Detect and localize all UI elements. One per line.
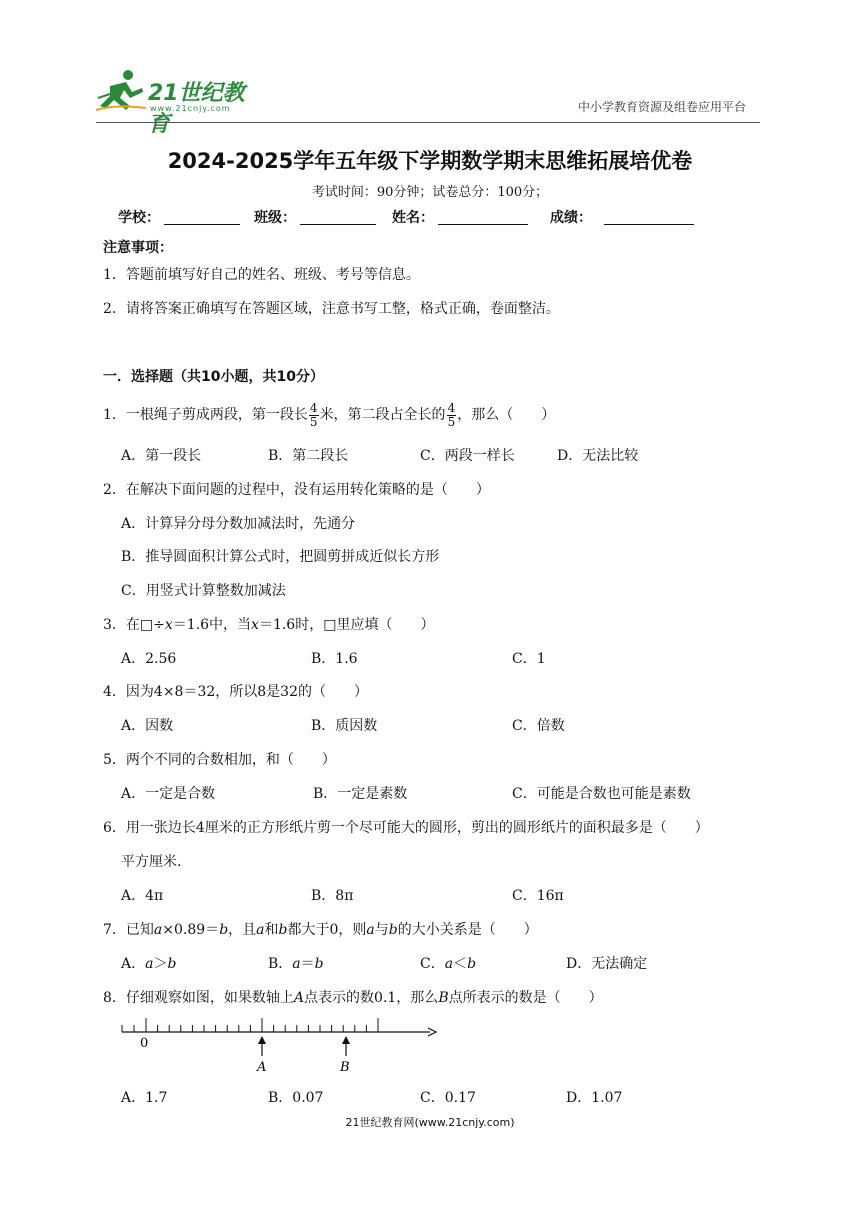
- q7-text: 与: [374, 922, 389, 938]
- logo-text: 21世纪教育: [148, 81, 245, 137]
- page-title: 2024-2025学年五年级下学期数学期末思维拓展培优卷: [167, 149, 693, 173]
- var-b: b: [219, 922, 229, 938]
- q7-text: 7．已知: [103, 922, 154, 938]
- var-b: b: [167, 956, 177, 972]
- option[interactable]: A．一定是合数: [121, 786, 216, 802]
- school-field[interactable]: [164, 224, 240, 225]
- option[interactable]: A．因数: [121, 718, 174, 734]
- class-label: 班级：: [254, 210, 296, 226]
- school-label: 学校：: [118, 210, 160, 226]
- page-footer: 21世纪教育网(www.21cnjy.com): [345, 1116, 515, 1129]
- frac-den: 5: [309, 414, 318, 429]
- var-a: a: [145, 956, 154, 972]
- name-label: 姓名：: [392, 210, 434, 226]
- option[interactable]: A．1.7: [121, 1090, 168, 1106]
- header-divider: [96, 122, 760, 123]
- var-a: a: [292, 956, 301, 972]
- relation: ＝: [300, 956, 315, 972]
- option[interactable]: [268, 953, 324, 973]
- logo: [96, 68, 266, 137]
- point-a-label: A: [293, 990, 305, 1006]
- question-2: 2．在解决下面问题的过程中，没有运用转化策略的是（ ）: [103, 482, 490, 498]
- fraction: [309, 402, 319, 429]
- var-a: a: [444, 956, 454, 972]
- question-6-cont: 平方厘米.: [121, 854, 182, 870]
- name-field[interactable]: [438, 224, 528, 225]
- option[interactable]: [420, 953, 476, 973]
- option[interactable]: B．一定是素数: [313, 786, 408, 802]
- option[interactable]: C．可能是合数也可能是素数: [512, 786, 691, 802]
- point-b-label: B: [438, 990, 449, 1006]
- option[interactable]: A．计算异分母分数加减法时，先通分: [121, 516, 356, 532]
- note-item: 1．答题前填写好自己的姓名、班级、考号等信息。: [103, 267, 420, 283]
- runner-icon: [96, 68, 148, 114]
- option[interactable]: D．1.07: [566, 1090, 623, 1106]
- q7-text: 和: [264, 922, 279, 938]
- q7-text: ×0.89＝: [162, 922, 220, 938]
- option[interactable]: A．4π: [121, 888, 164, 904]
- q1-text: ，那么（ ）: [457, 407, 556, 423]
- question-6: 6．用一张边长4厘米的正方形纸片剪一个尽可能大的圆形，剪出的圆形纸片的面积最多是（ ）: [103, 820, 709, 836]
- var-b: b: [278, 922, 288, 938]
- question-5: 5．两个不同的合数相加，和（ ）: [103, 752, 336, 768]
- var-b: b: [314, 956, 324, 972]
- question-7: [103, 919, 538, 939]
- var-b: b: [467, 956, 477, 972]
- option[interactable]: B．1.6: [311, 651, 358, 667]
- point-a-label: A: [257, 1060, 267, 1075]
- section-heading: 一．选择题（共10小题，共10分）: [103, 369, 324, 385]
- notes-heading: 注意事项：: [103, 240, 173, 256]
- q1-text: 1．一根绳子剪成两段，第一段长: [103, 407, 308, 423]
- opt-prefix: C．: [420, 956, 445, 972]
- q1-text: 米，第二段占全长的: [319, 407, 446, 423]
- q7-text: 的大小关系是（ ）: [397, 922, 538, 938]
- opt-prefix: A．: [121, 956, 146, 972]
- student-info-row: [118, 207, 758, 231]
- exam-info: 考试时间：90分钟；试卷总分：100分；: [311, 185, 549, 200]
- point-b-label: B: [340, 1060, 350, 1075]
- var-x: x: [251, 617, 259, 633]
- option[interactable]: C．两段一样长: [420, 448, 515, 464]
- option[interactable]: C．0.17: [420, 1090, 476, 1106]
- question-4: 4．因为4×8＝32，所以8是32的（ ）: [103, 684, 368, 700]
- var-b: b: [388, 922, 398, 938]
- score-field[interactable]: [604, 224, 694, 225]
- q7-text: 都大于0，则: [287, 922, 367, 938]
- fraction: [447, 402, 457, 429]
- option[interactable]: C．16π: [512, 888, 564, 904]
- option[interactable]: A．2.56: [121, 651, 177, 667]
- option[interactable]: B．质因数: [311, 718, 378, 734]
- var-a: a: [256, 922, 265, 938]
- option[interactable]: C．用竖式计算整数加减法: [121, 583, 286, 599]
- arrow-b-icon: [342, 1036, 350, 1056]
- arrow-a-icon: [258, 1036, 266, 1056]
- option[interactable]: B．8π: [311, 888, 354, 904]
- score-label: 成绩：: [550, 210, 592, 226]
- option[interactable]: C．倍数: [512, 718, 565, 734]
- option[interactable]: D．无法比较: [557, 448, 639, 464]
- question-1: [103, 398, 555, 432]
- platform-name: 中小学教育资源及组卷应用平台: [578, 100, 747, 114]
- logo-url: www.21cnjy.com: [150, 104, 231, 113]
- var-a: a: [153, 922, 163, 938]
- frac-num: 4: [309, 400, 318, 415]
- option[interactable]: B．0.07: [268, 1090, 324, 1106]
- option[interactable]: B．第二段长: [268, 448, 349, 464]
- option[interactable]: [121, 953, 176, 973]
- frac-num: 4: [447, 400, 456, 415]
- number-line-figure: [116, 1012, 456, 1078]
- number-line-ticks: [122, 1018, 378, 1032]
- q8-text: 点表示的数0.1，那么: [304, 990, 439, 1006]
- question-8: [103, 987, 603, 1007]
- opt-prefix: B．: [268, 956, 293, 972]
- note-item: 2．请将答案正确填写在答题区域，注意书写工整，格式正确，卷面整洁。: [103, 301, 560, 317]
- q7-text: ，且: [228, 922, 257, 938]
- relation: ＜: [453, 956, 468, 972]
- option[interactable]: D．无法确定: [566, 956, 648, 972]
- option[interactable]: A．第一段长: [121, 448, 202, 464]
- option[interactable]: C．1: [512, 651, 546, 667]
- var-x: x: [164, 617, 173, 633]
- zero-label: 0: [140, 1036, 149, 1051]
- q3-text: 3．在□÷: [103, 617, 165, 633]
- var-a: a: [366, 922, 375, 938]
- class-field[interactable]: [300, 224, 376, 225]
- q8-text: 8．仔细观察如图，如果数轴上: [103, 990, 294, 1006]
- q8-text: 点所表示的数是（ ）: [448, 990, 603, 1006]
- relation: ＞: [153, 956, 168, 972]
- q3-text: ＝1.6时，□里应填（ ）: [258, 617, 435, 633]
- frac-den: 5: [447, 414, 456, 429]
- question-3: [103, 614, 434, 634]
- option[interactable]: B．推导圆面积计算公式时，把圆剪拼成近似长方形: [121, 549, 440, 565]
- q3-text: ＝1.6中，当: [172, 617, 252, 633]
